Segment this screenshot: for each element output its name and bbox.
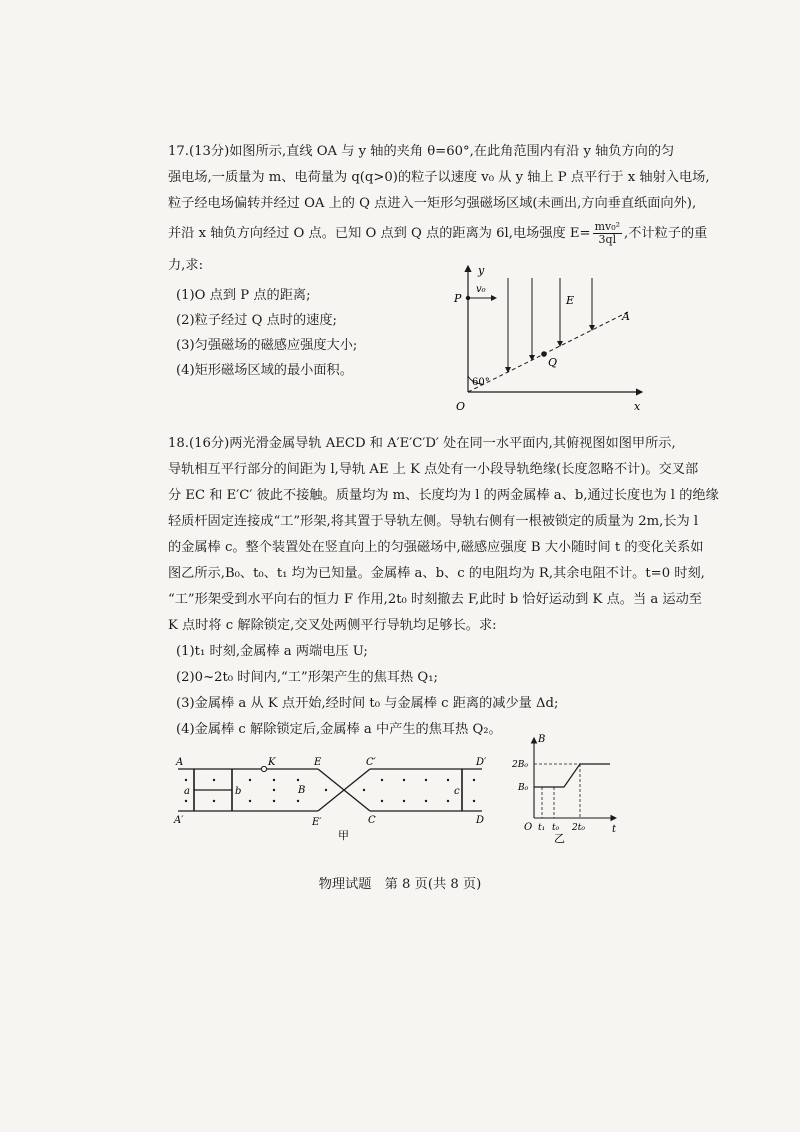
q18-line-2: 导轨相互平行部分的间距为 l,导轨 AE 上 K 点处有一小段导轨绝缘(长度忽略不计)。交叉部 (168, 462, 699, 477)
q18-line-6: 图乙所示,B₀、t₀、t₁ 均为已知量。金属棒 a、b、c 的电阻均为 R,其余电阻不计。t=0 时刻, (168, 566, 705, 581)
q17-line-3: 粒子经电场偏转并经过 OA 上的 Q 点进入一矩形匀强磁场区域(未画出,方向垂直纸面向外), (168, 196, 697, 211)
page-footer: 物理试题 第 8 页(共 8 页) (318, 877, 482, 892)
label-C: C (368, 815, 376, 826)
q17-figure (450, 262, 650, 417)
label-E-prime: E′ (312, 817, 322, 828)
label-y: y (478, 264, 485, 277)
label-rod-c: c (454, 786, 460, 797)
label-a: A (622, 310, 630, 323)
label-D: D (476, 815, 485, 826)
label-rod-a: a (184, 786, 190, 797)
label-v0: v₀ (476, 284, 486, 295)
label-t-axis: t (612, 824, 617, 835)
q17-item-2: (2)粒子经过 Q 点时的速度; (176, 313, 338, 328)
label-t0: t₀ (552, 823, 560, 833)
label-angle: 60° (472, 377, 490, 388)
q17-item-3: (3)匀强磁场的磁感应强度大小; (176, 338, 358, 353)
q18-item-2: (2)0~2t₀ 时间内,“工”形架产生的焦耳热 Q₁; (176, 670, 438, 685)
b-t-curve (534, 764, 610, 787)
q17-line-4-text-b: ,不计粒子的重 (624, 226, 708, 241)
label-K: K (268, 757, 276, 768)
q18-line-1: 18.(16分)两光滑金属导轨 AECD 和 A′E′C′D′ 处在同一水平面内,其俯视图如图甲所示, (168, 436, 676, 451)
q17-item-4: (4)矩形磁场区域的最小面积。 (176, 363, 353, 378)
label-A-prime: A′ (174, 815, 184, 826)
q18-item-4: (4)金属棒 c 解除锁定后,金属棒 a 中产生的焦耳热 Q₂。 (176, 722, 502, 737)
q17-line-4-text-a: 并沿 x 轴负方向经过 O 点。已知 O 点到 Q 点的距离为 6l,电场强度 E= (168, 226, 591, 241)
fraction-numerator: mv₀² (594, 220, 621, 233)
label-t1: t₁ (538, 823, 546, 833)
label-rod-b: b (235, 786, 242, 797)
line-oa (468, 312, 628, 392)
q18-line-5: 的金属棒 c。整个装置处在竖直向上的匀强磁场中,磁感应强度 B 大小随时间 t 的变化关系如 (168, 540, 704, 555)
q17-line-1: 17.(13分)如图所示,直线 OA 与 y 轴的夹角 θ=60°,在此角范围内有沿 y 轴负方向的匀 (168, 144, 675, 159)
figure-jia (168, 755, 498, 843)
fraction-denominator: 3ql (598, 233, 617, 246)
label-b-axis: B (538, 734, 546, 745)
label-e: E (566, 294, 575, 307)
point-k (261, 766, 266, 771)
point-q (541, 351, 547, 357)
label-x: x (634, 400, 641, 413)
field-strength-fraction (593, 221, 622, 246)
q17-line-2: 强电场,一质量为 m、电荷量为 q(q>0)的粒子以速度 v₀ 从 y 轴上 P 点平行于 x 轴射入电场, (168, 170, 710, 185)
q18-item-1: (1)t₁ 时刻,金属棒 a 两端电压 U; (176, 644, 368, 659)
label-q: Q (548, 356, 558, 369)
q18-line-8: K 点时将 c 解除锁定,交叉处两侧平行导轨均足够长。求: (168, 618, 497, 633)
q18-line-3: 分 EC 和 E′C′ 彼此不接触。质量均为 m、长度均为 l 的两金属棒 a、b,通过长度也为 l 的绝缘 (168, 488, 719, 503)
caption-yi: 乙 (554, 832, 565, 844)
q18-line-7: “工”形架受到水平向右的恒力 F 作用,2t₀ 时刻撤去 F,此时 b 恰好运动到 K 点。当 a 运动至 (168, 592, 702, 607)
caption-jia: 甲 (338, 829, 349, 842)
label-2t0: 2t₀ (572, 823, 585, 833)
label-D-prime: D′ (476, 757, 487, 768)
label-b0: B₀ (518, 783, 529, 793)
label-A: A (176, 757, 184, 768)
q17-line-4 (168, 221, 707, 246)
label-E: E (314, 757, 322, 768)
label-field-B: B (298, 785, 306, 796)
label-o: O (456, 400, 466, 413)
q18-item-3: (3)金属棒 a 从 K 点开始,经时间 t₀ 与金属棒 c 距离的减少量 Δd; (176, 696, 559, 711)
label-origin: O (524, 822, 533, 833)
q17-item-1: (1)O 点到 P 点的距离; (176, 288, 311, 303)
figure-yi (512, 732, 622, 844)
label-2b0: 2B₀ (512, 760, 528, 770)
label-p: P (454, 292, 462, 305)
q17-line-5: 力,求: (168, 258, 204, 273)
q18-line-4: 轻质杆固定连接成“工”形架,将其置于导轨左侧。导轨右侧有一根被锁定的质量为 2m,长为 l (168, 514, 699, 529)
label-C-prime: C′ (366, 757, 376, 768)
